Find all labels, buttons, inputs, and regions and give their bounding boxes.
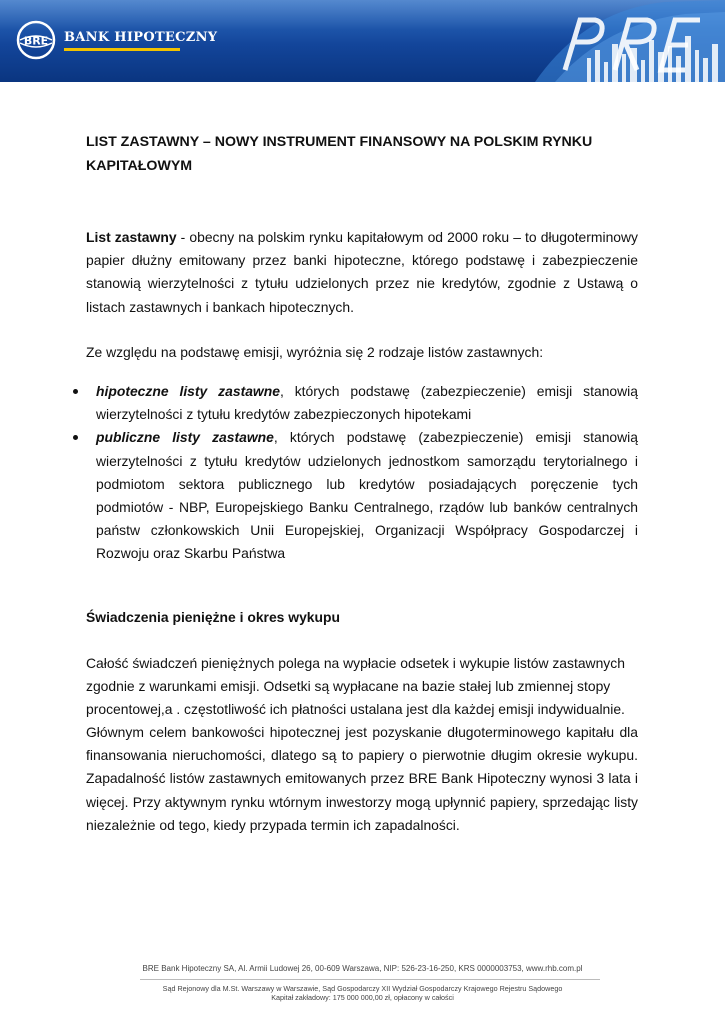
footer-court: Sąd Rejonowy dla M.St. Warszawy w Warszawie, Sąd Gospodarczy XII Wydział Gospodarczy Krajowego Rejestru Sądowego (162, 984, 563, 993)
footer-address: BRE Bank Hipoteczny SA, Al. Armii Ludowej 26, 00-609 Warszawa, NIP: 526-23-16-250, KRS 0000003753, www.rhb.com.pl (142, 964, 583, 973)
section-heading: Świadczenia pieniężne i okres wykupu (86, 609, 340, 625)
logo-text: BRE (23, 34, 49, 48)
bank-name-underline (64, 48, 180, 51)
list-item-term: publiczne listy zastawne (96, 429, 274, 446)
list-item (73, 426, 638, 565)
list-item-text: , których podstawę (zabezpieczenie) emisji stanowią wierzytelności z tytułu kredytów udzielonych jednostkom samorządu terytorialnego i podmiotom sektora publicznego lub kredytów posiadających poręczenie tych podmiotów - NBP, Europejskiego Banku Centralnego, rządów lub banków centralnych państw członkowskich Unii Europejskiej, Organizacji Współpracy Gospodarczej i Rozwoju oraz Skarbu Państwa (96, 429, 638, 562)
list-item-term: hipoteczne listy zastawne (96, 383, 280, 399)
bullet-icon (73, 389, 78, 394)
list-item (73, 380, 638, 426)
page-header (0, 0, 725, 82)
bullet-icon (73, 435, 78, 440)
bank-name: BANK HIPOTECZNY (64, 30, 218, 45)
intro-text: - obecny na polskim rynku kapitałowym od 2000 roku – to długoterminowy papier dłużny emitowany przez banki hipoteczne, którego podstawę i zabezpieczenie stanowią wierzytelności z tytułu udzielonych przez nie kredytów, zgodnie z Ustawą o listach zastawnych i bankach hipotecznych. (86, 229, 638, 315)
section-paragraph-2: Głównym celem bankowości hipotecznej jest pozyskanie długoterminowego kapitału dla finansowania nieruchomości, dlatego są to papiery o pierwotnie długim okresie wykupu. Zapadalność listów zastawnych emitowanych przez BRE Bank Hipoteczny wynosi 3 lata i więcej. Przy aktywnym rynku wtórnym inwestorzy mogą upłynnić papiery, sprzedając listy niezależnie od tego, kiedy przypada termin ich zapadalności. (86, 724, 638, 833)
types-intro: Ze względu na podstawę emisji, wyróżnia się 2 rodzaje listów zastawnych: (86, 344, 544, 360)
document-title: LIST ZASTAWNY – NOWY INSTRUMENT FINANSOWY NA POLSKIM RYNKU KAPITAŁOWYM (86, 134, 593, 174)
bre-logo-icon (16, 20, 56, 60)
section-paragraph-1: Całość świadczeń pieniężnych polega na wypłacie odsetek i wykupie listów zastawnych zgodnie z warunkami emisji. Odsetki są wypłacane na bazie stałej lub zmiennej stopy procentowej,a . częstotliwość ich płatności ustalana jest dla każdej emisji indywidualnie. (86, 655, 625, 718)
intro-term: List zastawny (86, 229, 177, 245)
list-item-text: , których podstawę (zabezpieczenie) emisji stanowią wierzytelności z tytułu kredytów zabezpieczonych hipotekami (96, 383, 638, 423)
footer-divider (140, 979, 600, 980)
footer-capital: Kapitał zakładowy: 175 000 000,00 zł, opłacony w całości (271, 993, 454, 1002)
intro-paragraph (86, 226, 638, 319)
skyline-graphic-icon (525, 0, 725, 82)
types-list (73, 380, 638, 566)
